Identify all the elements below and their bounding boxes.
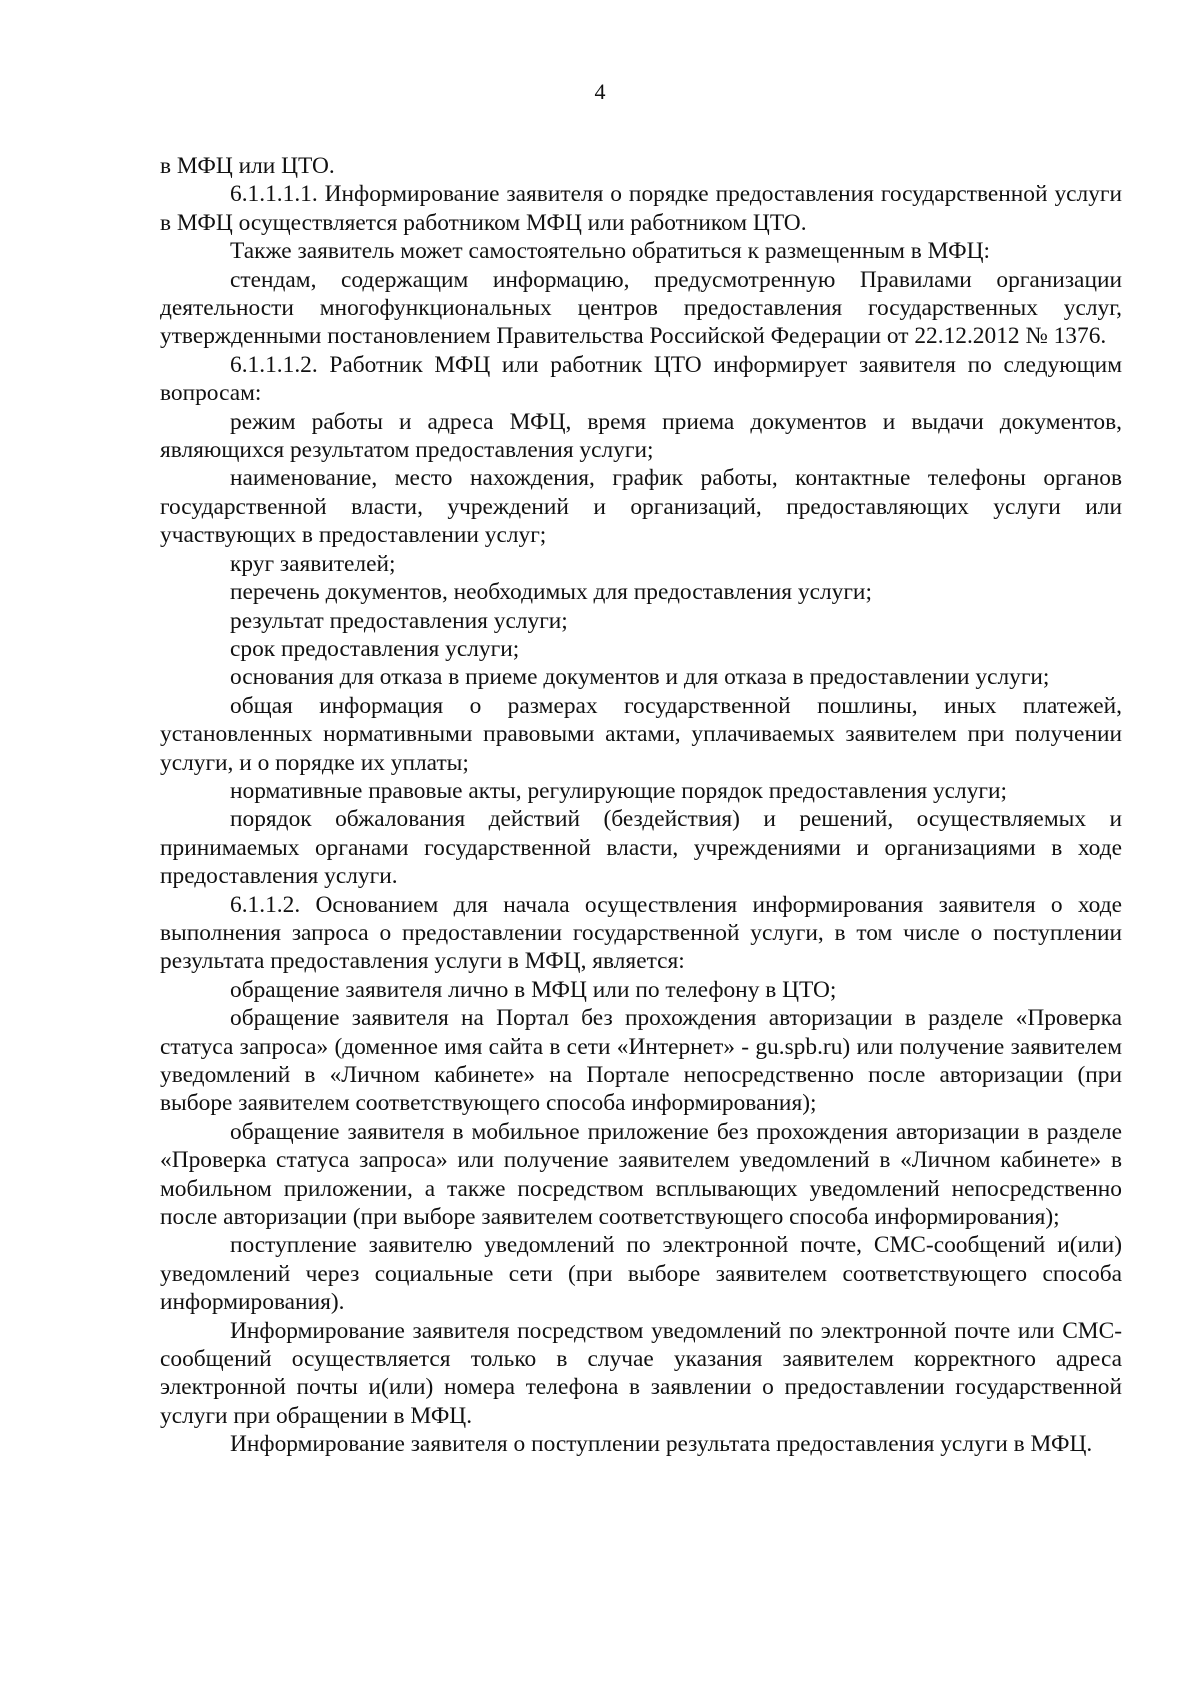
list-item: нормативные правовые акты, регулирующие порядок предоставления услуги; <box>230 777 1007 804</box>
paragraph: Информирование заявителя о поступлении результата предоставления услуги в МФЦ. <box>230 1431 1093 1458</box>
list-item: наименование, место нахождения, график работы, контактные телефоны органов государственной власти, учреждений и организаций, предоставляющих услуги или участвующих в предоставлении услуг; <box>160 465 1122 549</box>
paragraph: Также заявитель может самостоятельно обратиться к размещенным в МФЦ: <box>230 238 991 265</box>
document-body <box>160 152 1122 1459</box>
paragraph: 6.1.1.1.2. Работник МФЦ или работник ЦТО информирует заявителя по следующим вопросам: <box>160 351 1122 407</box>
list-item: режим работы и адреса МФЦ, время приема документов и выдачи документов, являющихся результатом предоставления услуги; <box>160 408 1122 464</box>
list-item: перечень документов, необходимых для предоставления услуги; <box>230 579 872 606</box>
paragraph: 6.1.1.2. Основанием для начала осуществления информирования заявителя о ходе выполнения запроса о предоставлении государственной услуги, в том числе о поступлении результата предоставления услуги в МФЦ, является: <box>160 891 1122 975</box>
paragraph: в МФЦ или ЦТО. <box>160 153 335 179</box>
list-item: поступление заявителю уведомлений по электронной почте, СМС-сообщений и(или) уведомлений через социальные сети (при выборе заявителем соответствующего способа информирования). <box>160 1232 1122 1316</box>
paragraph: Информирование заявителя посредством уведомлений по электронной почте или СМС-сообщений осуществляется только в случае указания заявителем корректного адреса электронной почты и(или) номера телефона в заявлении о предоставлении государственной услуги при обращении в МФЦ. <box>160 1317 1122 1429</box>
list-item: общая информация о размерах государственной пошлины, иных платежей, установленных нормативными правовыми актами, уплачиваемых заявителем при получении услуги, и о порядке их уплаты; <box>160 692 1122 776</box>
list-item: основания для отказа в приеме документов и для отказа в предоставлении услуги; <box>230 664 1050 691</box>
list-item: срок предоставления услуги; <box>230 635 520 662</box>
paragraph: стендам, содержащим информацию, предусмотренную Правилами организации деятельности многофункциональных центров предоставления государственных услуг, утвержденными постановлением Правительства Российской Федерации от 22.12.2012 № 1376. <box>160 266 1122 350</box>
list-item: обращение заявителя лично в МФЦ или по телефону в ЦТО; <box>230 976 837 1003</box>
list-item: результат предоставления услуги; <box>230 607 568 634</box>
list-item: порядок обжалования действий (бездействия) и решений, осуществляемых и принимаемых органами государственной власти, учреждениями и организациями в ходе предоставления услуги. <box>160 806 1122 890</box>
list-item: круг заявителей; <box>230 550 396 577</box>
list-item: обращение заявителя на Портал без прохождения авторизации в разделе «Проверка статуса запроса» (доменное имя сайта в сети «Интернет» - gu.spb.ru) или получение заявителем уведомлений в «Личном кабинете» на Портале непосредственно после авторизации (при выборе заявителем соответствующего способа информирования); <box>160 1005 1122 1117</box>
list-item: обращение заявителя в мобильное приложение без прохождения авторизации в разделе «Проверка статуса запроса» или получение заявителем уведомлений в «Личном кабинете» в мобильном приложении, а также посредством всплывающих уведомлений непосредственно после авторизации (при выборе заявителем соответствующего способа информирования); <box>160 1118 1122 1231</box>
page-number: 4 <box>594 79 606 104</box>
paragraph: 6.1.1.1.1. Информирование заявителя о порядке предоставления государственной услуги в МФЦ осуществляется работником МФЦ или работником ЦТО. <box>160 181 1122 236</box>
